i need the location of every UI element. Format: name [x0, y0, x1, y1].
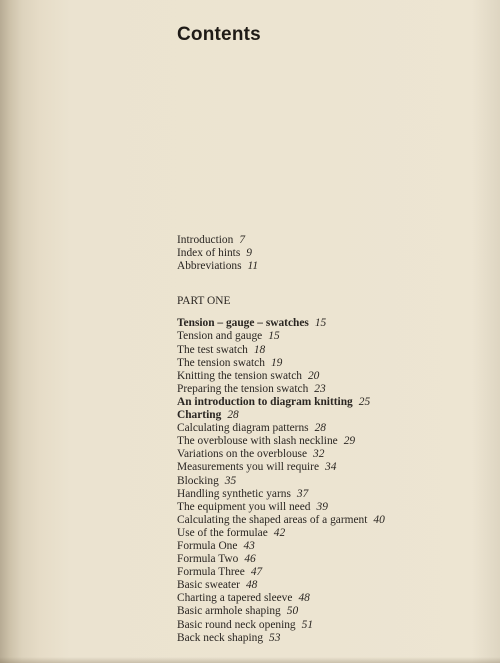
toc-entry-page: 43: [243, 539, 255, 552]
toc-entry-page: 53: [269, 631, 281, 644]
toc-entry: [177, 370, 477, 383]
toc-entry-page: 25: [358, 395, 371, 408]
toc-entry: [177, 409, 477, 422]
toc-entry-page: 7: [239, 234, 246, 246]
toc-entry-label: Use of the formulae: [177, 526, 268, 539]
toc-entry-page: 34: [325, 461, 337, 474]
toc-entry-page: 23: [314, 382, 326, 395]
toc-entry-label: The equipment you will need: [177, 500, 311, 513]
toc-entry: [177, 396, 477, 409]
toc-entry-page: 15: [268, 330, 280, 343]
toc-entry-page: 47: [250, 566, 263, 579]
spacer: [177, 308, 477, 317]
toc-entry-page: 18: [253, 343, 266, 356]
toc-entry-label: Formula Two: [177, 553, 239, 566]
toc-entry: [177, 330, 477, 343]
toc-entry-page: 51: [301, 618, 314, 631]
toc-entry-label: The overblouse with slash neckline: [177, 435, 338, 448]
toc-entry: [177, 448, 477, 461]
toc-entry-label: Abbreviations: [177, 260, 242, 273]
toc-entry-label: An introduction to diagram knitting: [177, 395, 353, 408]
toc-entry-page: 29: [343, 435, 356, 448]
toc-entry-page: 35: [224, 474, 237, 487]
toc-entry-label: Preparing the tension swatch: [177, 382, 309, 395]
toc-entry: [177, 501, 477, 514]
toc-entry-label: Handling synthetic yarns: [177, 487, 291, 500]
toc-entry-label: Basic armhole shaping: [177, 605, 281, 618]
toc-entry-page: 39: [316, 500, 328, 513]
toc-entry-label: Introduction: [177, 234, 234, 246]
toc-entry-label: Calculating diagram patterns: [177, 422, 309, 435]
toc-entry-label: Index of hints: [177, 247, 241, 260]
part-heading: PART ONE: [177, 295, 231, 308]
toc-entry: [177, 619, 477, 632]
toc-entry-page: 28: [227, 409, 239, 422]
toc-entry-label: Charting a tapered sleeve: [177, 592, 293, 605]
toc-entry-page: 46: [244, 553, 256, 566]
toc-entry: [177, 344, 477, 357]
toc-entry: [177, 435, 477, 448]
toc-entry: [177, 579, 477, 592]
toc-entry-label: The test swatch: [177, 343, 248, 356]
toc-entry-label: Basic sweater: [177, 579, 240, 592]
toc-entry-page: 19: [270, 356, 283, 369]
page-bottom-edge: [0, 657, 500, 663]
toc-entry-page: 48: [298, 592, 310, 605]
toc-entry: [177, 461, 477, 474]
toc-entry: [177, 540, 477, 553]
toc-entry: [177, 260, 477, 273]
toc-entry: [177, 566, 477, 579]
toc-entry-label: Blocking: [177, 474, 219, 487]
toc-entry-label: Tension – gauge – swatches: [177, 317, 309, 330]
spacer: [177, 273, 477, 295]
toc-entry: [177, 234, 477, 247]
toc-entry-label: Calculating the shaped areas of a garment: [177, 513, 368, 526]
toc-entry: [177, 632, 477, 645]
page-title: Contents: [177, 24, 261, 45]
contents-list: [177, 317, 477, 644]
toc-entry: [177, 553, 477, 566]
toc-entry: [177, 422, 477, 435]
toc-entry-page: 28: [314, 422, 326, 435]
toc-entry-label: Variations on the overblouse: [177, 448, 308, 461]
toc-entry: [177, 247, 477, 260]
toc-entry: [177, 592, 477, 605]
toc-entry-label: Formula Three: [177, 566, 245, 579]
toc-entry-label: Back neck shaping: [177, 631, 264, 644]
toc-entry-label: Measurements you will require: [177, 461, 320, 474]
table-of-contents: [177, 234, 477, 645]
toc-entry-label: Tension and gauge: [177, 330, 263, 343]
toc-entry-page: 40: [373, 513, 385, 526]
toc-entry-label: Formula One: [177, 539, 238, 552]
toc-entry: [177, 514, 477, 527]
toc-entry: [177, 605, 477, 618]
toc-entry-label: The tension swatch: [177, 356, 265, 369]
toc-entry-page: 9: [246, 247, 252, 260]
toc-entry: [177, 488, 477, 501]
toc-entry-page: 20: [307, 369, 320, 382]
toc-entry: [177, 383, 477, 396]
toc-entry-page: 50: [286, 605, 299, 618]
toc-entry-page: 42: [273, 526, 286, 539]
toc-entry-page: 48: [245, 579, 258, 592]
toc-entry: [177, 357, 477, 370]
toc-entry-page: 11: [247, 260, 259, 273]
toc-entry-label: Charting: [177, 409, 222, 422]
toc-entry-page: 15: [314, 317, 327, 330]
toc-entry: [177, 475, 477, 488]
toc-entry: [177, 527, 477, 540]
toc-entry-page: 37: [296, 487, 309, 500]
toc-entry-label: Knitting the tension swatch: [177, 369, 302, 382]
toc-entry-page: 32: [313, 448, 325, 461]
toc-entry-label: Basic round neck opening: [177, 618, 296, 631]
toc-entry: [177, 317, 477, 330]
front-matter-list: [177, 234, 477, 273]
